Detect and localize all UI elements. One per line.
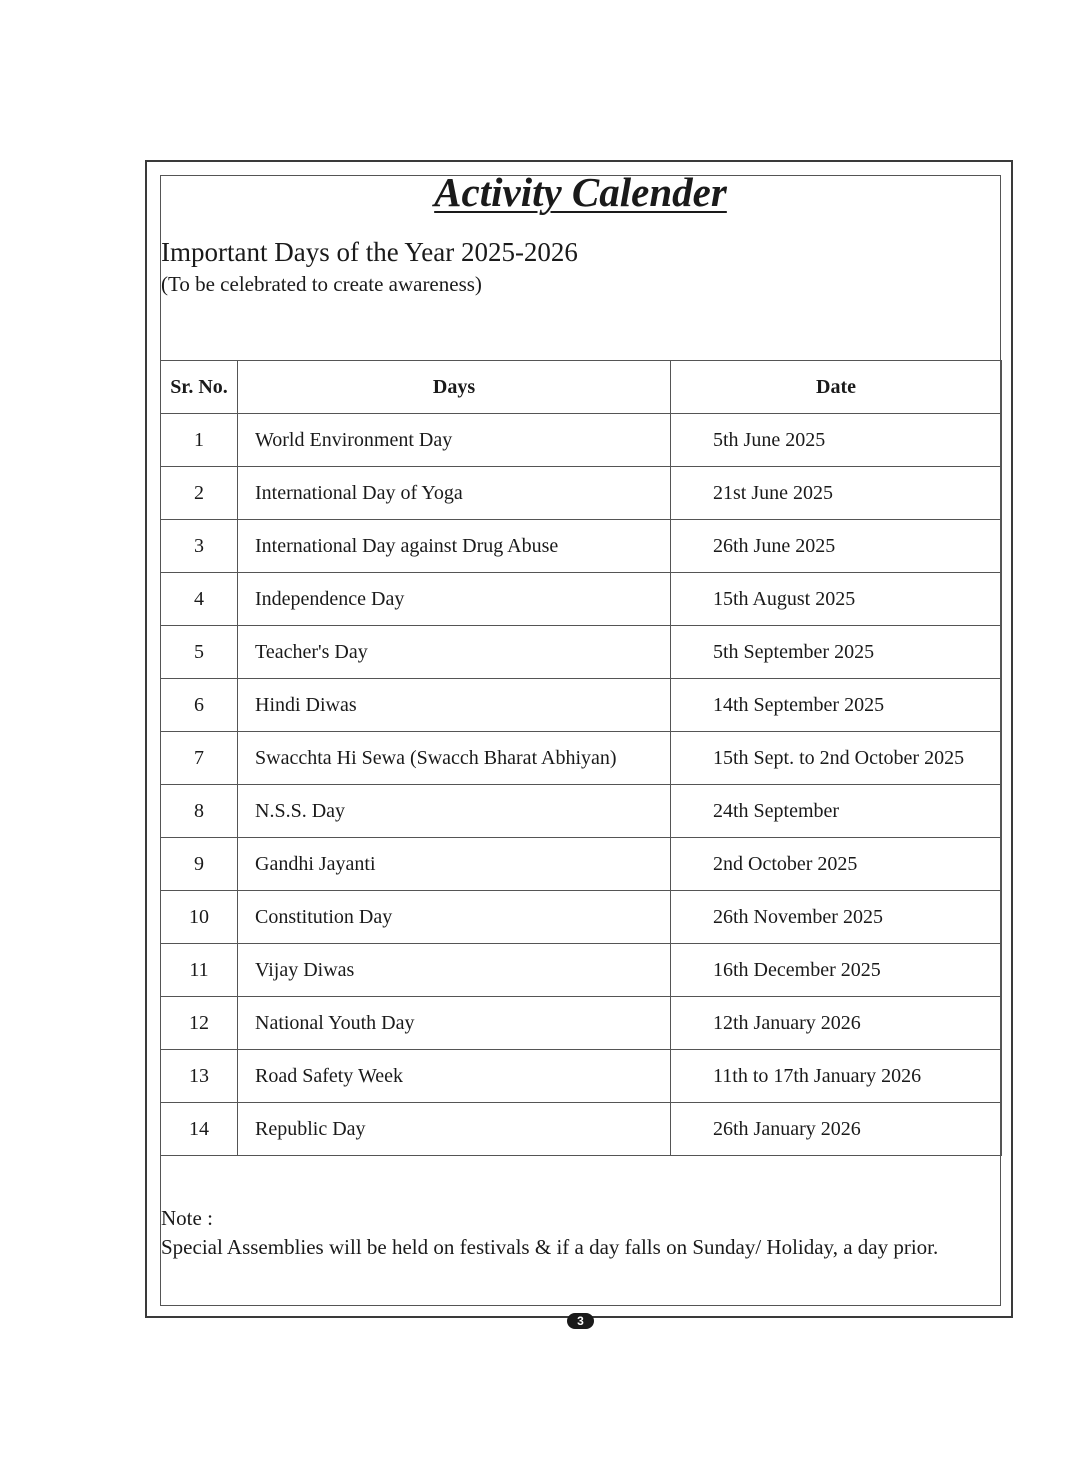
page-title <box>160 166 1001 218</box>
cell-day: World Environment Day <box>238 414 671 467</box>
cell-day: Vijay Diwas <box>238 944 671 997</box>
table-row <box>161 944 1002 997</box>
table-row <box>161 838 1002 891</box>
table-row <box>161 573 1002 626</box>
table-row <box>161 414 1002 467</box>
cell-day: Hindi Diwas <box>238 679 671 732</box>
table-row <box>161 1050 1002 1103</box>
cell-date: 12th January 2026 <box>671 997 1002 1050</box>
cell-sr-no: 1 <box>161 414 238 467</box>
header-days: Days <box>238 361 671 414</box>
cell-date: 5th September 2025 <box>671 626 1002 679</box>
table-row <box>161 997 1002 1050</box>
table-row <box>161 785 1002 838</box>
cell-day: International Day against Drug Abuse <box>238 520 671 573</box>
cell-date: 16th December 2025 <box>671 944 1002 997</box>
header-sr-no: Sr. No. <box>161 361 238 414</box>
cell-date: 11th to 17th January 2026 <box>671 1050 1002 1103</box>
cell-date: 24th September <box>671 785 1002 838</box>
cell-date: 26th January 2026 <box>671 1103 1002 1156</box>
subtitle: Important Days of the Year 2025-2026 <box>161 237 578 267</box>
cell-day: Teacher's Day <box>238 626 671 679</box>
cell-date: 26th November 2025 <box>671 891 1002 944</box>
table-header-row <box>161 361 1002 414</box>
cell-sr-no: 13 <box>161 1050 238 1103</box>
cell-date: 14th September 2025 <box>671 679 1002 732</box>
table-row <box>161 520 1002 573</box>
cell-sr-no: 12 <box>161 997 238 1050</box>
note-label: Note : <box>161 1206 213 1230</box>
page-number-badge: 3 <box>567 1313 594 1329</box>
table-row <box>161 891 1002 944</box>
cell-day: Gandhi Jayanti <box>238 838 671 891</box>
table-row <box>161 679 1002 732</box>
cell-date: 15th Sept. to 2nd October 2025 <box>671 732 1002 785</box>
table-row <box>161 1103 1002 1156</box>
cell-sr-no: 10 <box>161 891 238 944</box>
cell-sr-no: 3 <box>161 520 238 573</box>
cell-sr-no: 7 <box>161 732 238 785</box>
cell-day: Swacchta Hi Sewa (Swacch Bharat Abhiyan) <box>238 732 671 785</box>
cell-sr-no: 11 <box>161 944 238 997</box>
header-date: Date <box>671 361 1002 414</box>
cell-sr-no: 2 <box>161 467 238 520</box>
cell-day: International Day of Yoga <box>238 467 671 520</box>
cell-date: 21st June 2025 <box>671 467 1002 520</box>
cell-sr-no: 8 <box>161 785 238 838</box>
page-title-text: Activity Calender <box>434 169 727 215</box>
cell-date: 15th August 2025 <box>671 573 1002 626</box>
cell-day: National Youth Day <box>238 997 671 1050</box>
cell-sr-no: 5 <box>161 626 238 679</box>
cell-day: N.S.S. Day <box>238 785 671 838</box>
cell-sr-no: 6 <box>161 679 238 732</box>
table-row <box>161 467 1002 520</box>
cell-date: 5th June 2025 <box>671 414 1002 467</box>
cell-sr-no: 14 <box>161 1103 238 1156</box>
table-row <box>161 626 1002 679</box>
activity-table <box>160 360 1002 1156</box>
cell-sr-no: 9 <box>161 838 238 891</box>
cell-day: Republic Day <box>238 1103 671 1156</box>
subtitle-note: (To be celebrated to create awareness) <box>161 272 482 296</box>
cell-day: Road Safety Week <box>238 1050 671 1103</box>
cell-date: 2nd October 2025 <box>671 838 1002 891</box>
cell-day: Independence Day <box>238 573 671 626</box>
note-text: Special Assemblies will be held on festivals & if a day falls on Sunday/ Holiday, a day prior. <box>161 1235 939 1259</box>
cell-sr-no: 4 <box>161 573 238 626</box>
table-row <box>161 732 1002 785</box>
cell-day: Constitution Day <box>238 891 671 944</box>
cell-date: 26th June 2025 <box>671 520 1002 573</box>
